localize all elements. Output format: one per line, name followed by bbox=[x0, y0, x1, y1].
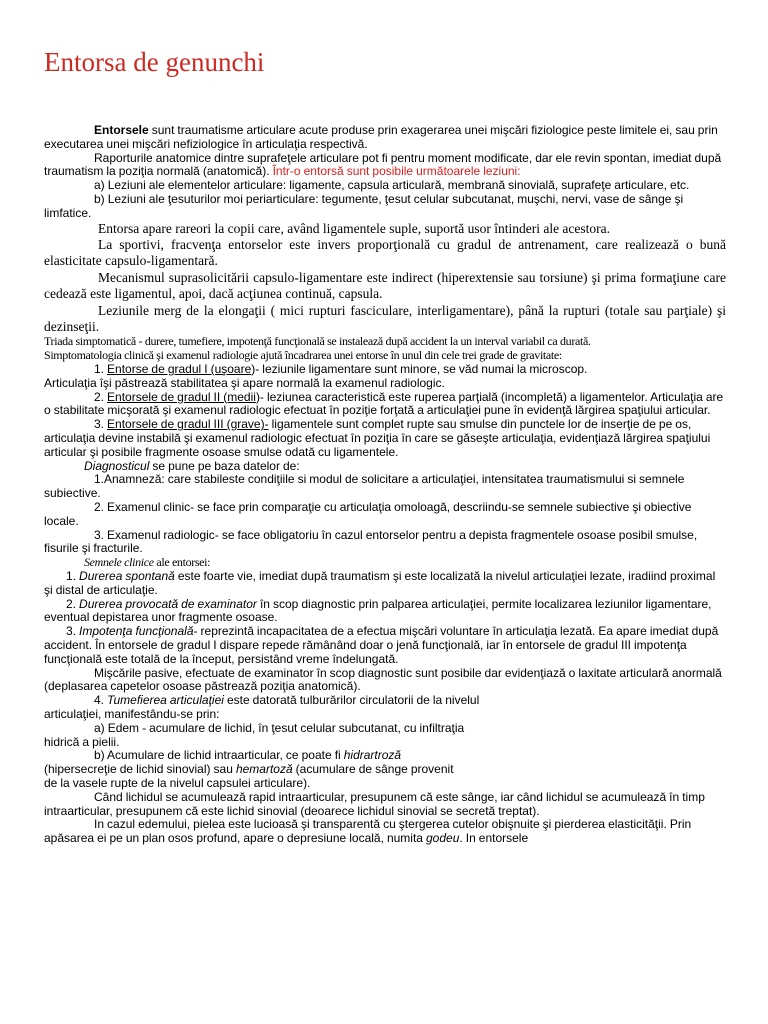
paragraph-sportivi: La sportivi, fracvenţa entorselor este invers proporţională cu gradul de antrenament, care realizează o bună elasticitate capsulo-ligamentară. bbox=[44, 236, 726, 269]
paragraph-triada: Triada simptomatică - durere, tumefiere, impotenţă funcţională se instalează după accident la un interval variabil ca durată. bbox=[44, 334, 591, 349]
clinical-4-continued: articulaţiei, manifestându-se prin: bbox=[44, 706, 220, 721]
paragraph-definition: Entorsele sunt traumatisme articulare acute produse prin exagerarea unei mişcări fiziologice peste limitele ei, sau prin executarea unei mişcări nefiziologice în articulaţia respectivă. bbox=[44, 123, 718, 151]
edema-a: a) Edem - acumulare de lichid, în ţesut celular subcutanat, cu infiltraţia bbox=[94, 720, 465, 735]
paragraph-miscari-pasive: Mişcările pasive, efectuate de examinator în scop diagnostic sunt posibile dar evidenţiază o laxitate articulară anormală (deplasarea capetelor osoase păstrează poziţia anatomică). bbox=[44, 665, 722, 694]
grade-1-continued: Articulaţia îşi păstrează stabilitatea şi apare normală la examenul radiologic. bbox=[44, 375, 445, 390]
clinical-3: 3. Impotenţa funcţională- reprezintă incapacitatea de a efectua mişcări voluntare în articulaţia lezată. Ea apare imediat după accident. În entorsele de gradul I dispare repede rămânând doar o jenă funcţională, iar în entorsele de gradul III impotenţa funcţională este totală de la început, persistând vreme îndelungată. bbox=[44, 624, 719, 666]
paragraph-mecanism: Mecanismul suprasolicitării capsulo-ligamentare este indirect (hiperextensie sau torsiune) şi prima formaţiune care cedează este ligamentul, apoi, dacă acţiunea continuă, capsula. bbox=[44, 269, 726, 302]
paragraph-diagnostic: Diagnosticul se pune pe baza datelor de: bbox=[84, 458, 300, 473]
paragraph-cand-lichidul: Când lichidul se acumulează rapid intraarticular, presupunem că este sânge, iar când lichidul se acumulează în timp intraarticular, presupunem că este lichid sinovial (deoarece lichidul sinovial se secretă treptat). bbox=[44, 789, 705, 818]
clinical-2: 2. Durerea provocată de examinator în scop diagnostic prin palparea articulaţiei, permite localizarea leziunilor ligamentare, eventual depistarea unor fragmente osoase. bbox=[44, 596, 712, 625]
edema-b-line3: de la vasele rupte de la nivelul capsulei articulare). bbox=[44, 775, 311, 790]
paragraph-raporturi: Raporturile anatomice dintre suprafeţele articulare pot fi pentru moment modificate, dar ele revin spontan, imediat după traumatism la poziţia normală (anatomică). Într-o entorsă sunt posibile următoarele leziuni: bbox=[44, 150, 722, 179]
clinical-4: 4. Tumefierea articulaţiei este datorată tulburărilor circulatorii de la nivelul bbox=[94, 693, 480, 708]
clinical-1: 1. Durerea spontană este foarte vie, imediat după traumatism şi este localizată la nivelul articulaţiei lezate, iradiind proximal şi distal de articulaţie. bbox=[44, 568, 716, 597]
paragraph-simptomatologia: Simptomatologia clinică şi examenul radiologie ajută încadrarea unei entorse în unul din cele trei grade de gravitate: bbox=[44, 348, 562, 363]
page-title: Entorsa de genunchi bbox=[44, 47, 265, 77]
edema-b-line2: (hipersecreţie de lichid sinovial) sau hemartoză (acumulare de sânge provenit bbox=[44, 762, 454, 777]
term-semnele-clinice: Semnele clinice bbox=[84, 555, 154, 570]
grade-3: 3. Entorsele de gradul III (grave)- ligamentele sunt complet rupte sau smulse din punctele lor de inserţie de pe os, articulaţia devine instabilă şi examenul radiologic efectuat în poziţia în care se găseşte articulaţia, evidenţiază lărgirea spaţiului articular şi posibile fragmente osoase smulse odată cu ligamentele. bbox=[44, 417, 711, 459]
term-godeu: godeu bbox=[426, 831, 460, 846]
edema-b: b) Acumulare de lichid intraarticular, ce poate fi hidrartroză bbox=[94, 748, 402, 763]
paragraph-leziuni: Leziunile merg de la elongaţii ( mici rupturi fasciculare, interligamentare), până la rupturi (totale sau parţiale) şi dezinseţii. bbox=[44, 302, 726, 335]
grade-3-link: Entorsele de gradul III (grave)- bbox=[107, 417, 269, 432]
paragraph-copii: Entorsa apare rareori la copii care, având ligamentele suple, suportă usor întinderi ale acestora. bbox=[98, 220, 611, 236]
document-body bbox=[44, 124, 726, 846]
edema-a-continued: hidrică a pielii. bbox=[44, 734, 120, 749]
list-item-b: b) Leziuni ale ţesuturilor moi periarticulare: tegumente, ţesut celular subcutanat, muşchi, nervi, vase de sânge şi limfatice. bbox=[44, 191, 684, 220]
paragraph-edem: In cazul edemului, pielea este lucioasă şi transparentă cu ştergerea cutelor obişnuite şi pierderea elasticităţii. Prin apăsarea ei pe un plan osos profund, apare o depresiune locală, numita godeu. In entorsele bbox=[44, 817, 692, 846]
red-highlight: Într-o entorsă sunt posibile următoarele leziuni: bbox=[272, 164, 521, 179]
diagnostic-3: 3. Examenul radiologic- se face obligatoriu în cazul entorselor pentru a depista fragmentele osoase posibil smulse, fisurile şi fracturile. bbox=[44, 527, 698, 556]
grade-2: 2. Entorsele de gradul II (medii)- leziunea caracteristică este ruperea parţială (incompletă) a ligamentelor. Articulaţia are o stabilitate micşorată şi examenul radiologic efectuat în poziţie forţată a articulaţiei pune în evidenţă lărgirea spaţiului articular. bbox=[44, 389, 724, 418]
term-diagnosticul: Diagnosticul bbox=[84, 458, 150, 473]
list-item-a: a) Leziuni ale elementelor articulare: ligamente, capsula articulară, membrană sinovială, suprafeţe articulare, etc. bbox=[94, 178, 690, 193]
grade-1-link: Entorse de gradul I (uşoare bbox=[107, 362, 252, 377]
term-entorsele: Entorsele bbox=[94, 123, 149, 137]
diagnostic-1: 1.Anamneză: care stabileste condiţiile si modul de solicitare a articulaţiei, intensitatea traumatismului si semnele subiective. bbox=[44, 472, 685, 501]
paragraph-semne-clinice: Semnele clinice ale entorsei: bbox=[84, 555, 211, 570]
grade-1: 1. Entorse de gradul I (uşoare)- leziunile ligamentare sunt minore, se văd numai la microscop. bbox=[94, 362, 588, 377]
grade-2-link: Entorsele de gradul II (medii bbox=[107, 389, 256, 404]
diagnostic-2: 2. Examenul clinic- se face prin comparaţie cu articulaţia omoloagă, descriindu-se semnele subiective şi obiective locale. bbox=[44, 499, 692, 528]
